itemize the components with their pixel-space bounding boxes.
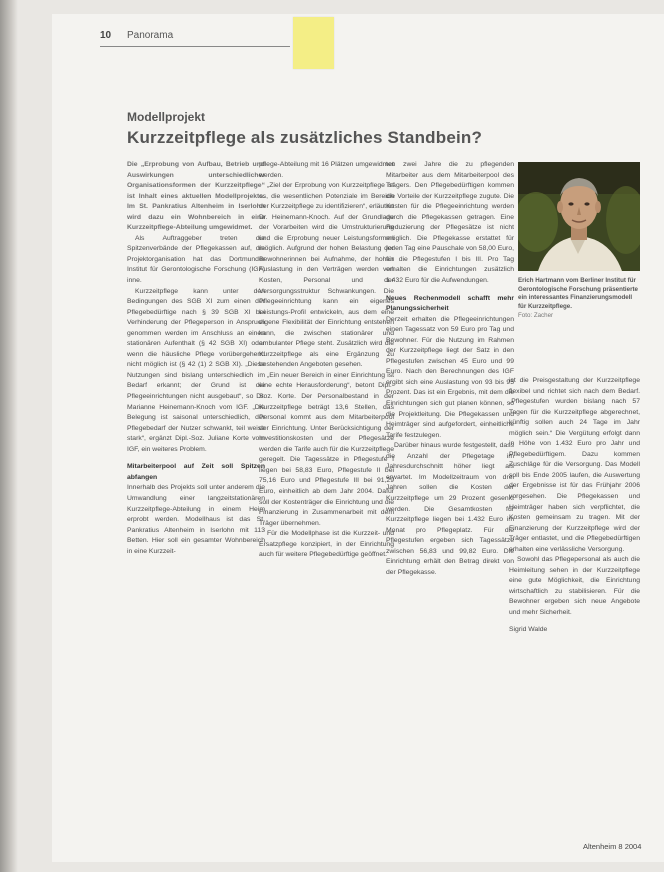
section-label: Panorama bbox=[127, 30, 174, 41]
body-paragraph: Derzeit erhalten die Pflegeeinrichtungen einen Tagessatz von 59 Euro pro Tag und Bewohner. Für die Nutzung im Rahmen der Kurzzeitpflege liegt der Satz in den Pflegestufen zwischen 45 Euro und 99 Euro. Nach den Berechnungen des IGF ergibt sich eine Auslastung von 93 bis 95 Prozent. Das ist ein Ergebnis, mit dem die Einrichtungen sich gut planen können, so die Projektleitung. Die Pflegekassen und Heimträger sind aufgefordert, einheitliche Tarife festzulegen. bbox=[386, 315, 514, 439]
body-paragraph: Sowohl das Pflegepersonal als auch die Heimleitung sehen in der Kurzzeitpflege eine gute Möglichkeit, die Einrichtung wirtschaftlich zu stabilisieren. Für die Bewohner ergeben sich neue Angebote und mehr Sicherheit. bbox=[509, 556, 640, 617]
column-2 bbox=[259, 160, 394, 561]
body-paragraph: Als Auftraggeber treten die Spitzenverbände der Pflegekassen auf, die Projektorganisation hat das Dortmunder Institut für Gerontologische Forschung (IGF) inne. bbox=[127, 234, 265, 285]
subheading: Mitarbeiterpool auf Zeit soll Spitzen abfangen bbox=[127, 463, 265, 481]
article-author: Sigrid Walde bbox=[509, 625, 548, 633]
page-number: 10 bbox=[100, 30, 112, 41]
column-1 bbox=[127, 160, 265, 557]
sticky-note bbox=[293, 17, 334, 69]
photo-caption-text: Erich Hartmann vom Berliner Institut für Gerontologische Forschung präsentierte ein interessantes Finanzierungsmodell für Kurzzeitpflege. bbox=[518, 277, 638, 310]
body-paragraph: ten zwei Jahre die zu pflegenden Mitarbeiter aus dem Mitarbeiterpool des Trägers. Den Pflegebedürftigen kommen die Vorteile der Kurzzeitpflege zugute. Die Kosten für die Pflegeeinrichtung werden durch die Pflegekassen getragen. Eine Reduzierung der Pflegesätze ist nicht möglich. Die Pflegekasse erstattet für jeden Tag eine Pauschale von 58,00 Euro, für die Pflegestufen I bis III. Pro Tag erhalten die Einrichtungen zusätzlich 1.432 Euro für die Aufwendungen. bbox=[386, 161, 514, 285]
scan-edge bbox=[0, 0, 18, 872]
body-paragraph: „Ziel der Erprobung von Kurzzeitpflege ist es, die wesentlichen Potenziale im Bereich der Kurzzeitpflege zu identifizieren“, erläutert Dr. Heinemann-Knoch. Auf der Grundlage der Vorarbeiten wird die Umstrukturierung und die Erprobung neuer Leistungsformen möglich. Aufgrund der hohen Belastung der Bewohnerinnen bei Aufnahme, der hohen Auslastung in den Verträgen werden von Kosten, Personal und der Versorgungsstruktur Schwankungen. Die Pflegeeinrichtung kann ein eigenes Leistungs-Profil entwickeln, aus dem eine eigene Flexibilität der Einrichtung entstehen kann, die zwischen stationärer und ambulanter Pflege steht. Zusätzlich wird die Kurzzeitpflege als eine Ergänzung zu bestehenden Angeboten gesehen. bbox=[259, 182, 394, 369]
article-title: Kurzzeitpflege als zusätzliches Standbein? bbox=[127, 128, 483, 147]
article-kicker: Modellprojekt bbox=[127, 110, 206, 124]
body-paragraph: Kurzzeitpflege kann unter den Bedingungen des SGB XI zum einen der Pflegebedürftige nach § 39 SGB XI bei Verhinderung der Pflegeperson in Anspruch genommen werden im Anschluss an einen stationären Aufenthalt (§ 42 SGB XI) oder wenn die häusliche Pflege vorübergehend nicht möglich ist (§ 42 (1) 2 SGB XI). „Diese Nutzungen sind bislang unterschiedlich im Bedarf erkannt; der Grund ist die Pflegeeinrichtungen nicht ausgebaut“, so Dr. Marianne Heinemann-Knoch vom IGF. „Die Belegung ist saisonal unterschiedlich, der Pflegebedarf der Nutzer schwankt, teil weise stark“, ergänzt Dipl.-Soz. Juliane Korte vom IGF, ein weiteres Problem. bbox=[127, 287, 265, 453]
portrait-photo-art bbox=[518, 162, 640, 271]
body-paragraph: ist die Preisgestaltung der Kurzzeitpflege flexibel und richtet sich nach dem Bedarf. „Pflegestufen wurden bislang nach 57 Tagen für die Kurzzeitpflege abgerechnet, künftig sollen auch 24 Tage im Jahr möglich sein.“ Die Vergütung erfolgt dann in Höhe von 1.432 Euro pro Jahr und Pflegebedürftigem. Dazu kommen Zuschläge für die Versorgung. Das Modell soll bis Ende 2005 laufen, die Auswertung der Ergebnisse ist für das Frühjahr 2006 vorgesehen. Die Pflegekassen und Heimträger haben sich verpflichtet, die Kosten gemeinsam zu tragen. Mit der Finanzierung der Kurzzeitpflege wird der Träger entlastet, und die Pflegebedürftigen erhalten eine verlässliche Versorgung. bbox=[509, 377, 640, 553]
body-paragraph: „Ein neuer Bereich in einer Einrichtung ist eine echte Herausforderung“, betont Dipl.-Soz. Korte. Der Personalbestand in der Kurzzeitpflege beträgt 13,6 Stellen, das Personal kommt aus dem Mitarbeiterpool der Einrichtung. Unter Berücksichtigung der Investitionskosten und der Pflegesätze werden die Tarife auch für die Kurzzeitpflege geregelt. Die Tagessätze in Pflegestufe I liegen bei 58,83 Euro, Pflegestufe II bei 75,16 Euro und Pflegestufe III bei 91,29 Euro, einheitlich ab dem Jahr 2004. Dafür soll der Kostenträger die Einrichtung und die Finanzierung in Zusammenarbeit mit dem Träger übernehmen. bbox=[259, 371, 394, 527]
photo-credit: Foto: Zacher bbox=[518, 312, 554, 320]
column-4 bbox=[509, 376, 640, 635]
body-paragraph: Für die Modellphase ist die Kurzzeit- und Ersatzpflege konzipiert, in der Einrichtung auch für weitere Pflegebedürftige geöffnet. bbox=[259, 530, 394, 559]
subheading: Neues Rechenmodell schafft mehr Planungssicherheit bbox=[386, 294, 514, 313]
body-paragraph: Darüber hinaus wurde festgestellt, dass die Anzahl der Pflegetage im Jahresdurchschnitt höher liegt als erwartet. Im Modellzeitraum von drei Jahren sollen die Kosten der Kurzzeitpflege um 29 Prozent gesenkt werden. Die Gesamtkosten für Kurzzeitpflege liegen bei 1.432 Euro im Monat pro Pflegeplatz. Für die Pflegestufen ergeben sich Tagessätze zwischen 56,83 und 99,82 Euro. Die Einrichtung erhält den Betrag direkt von der Pflegekasse. bbox=[386, 442, 514, 576]
page-footer: Altenheim 8 2004 bbox=[583, 842, 642, 851]
body-paragraph: Innerhalb des Projekts soll unter anderem die Umwandlung einer langzeitstationären Kurzzeitpflege-Abteilung in einem Heim erprobt werden. Modellhaus ist das St. Pankratius Altenheim in Iserlohn mit 113 Betten. Hier soll ein gesamter Wohnbereich in eine Kurzzeit- bbox=[127, 484, 265, 555]
column-3 bbox=[386, 160, 514, 578]
article-lead: Die „Erprobung von Aufbau, Betrieb und Auswirkungen unterschiedlicher Organisationsformen der Kurzzeitpflege“ ist Inhalt eines aktuellen Modellprojekts. Im St. Pankratius Altenheim in Iserlohn wird dazu ein Wohnbereich in eine Kurzzeitpflege-Abteilung umgewidmet. bbox=[127, 161, 265, 232]
photo-caption bbox=[518, 277, 640, 321]
header-rule bbox=[100, 46, 290, 47]
portrait-photo bbox=[518, 162, 640, 271]
body-paragraph: pflege-Abteilung mit 16 Plätzen umgewidmet werden. bbox=[259, 161, 394, 179]
